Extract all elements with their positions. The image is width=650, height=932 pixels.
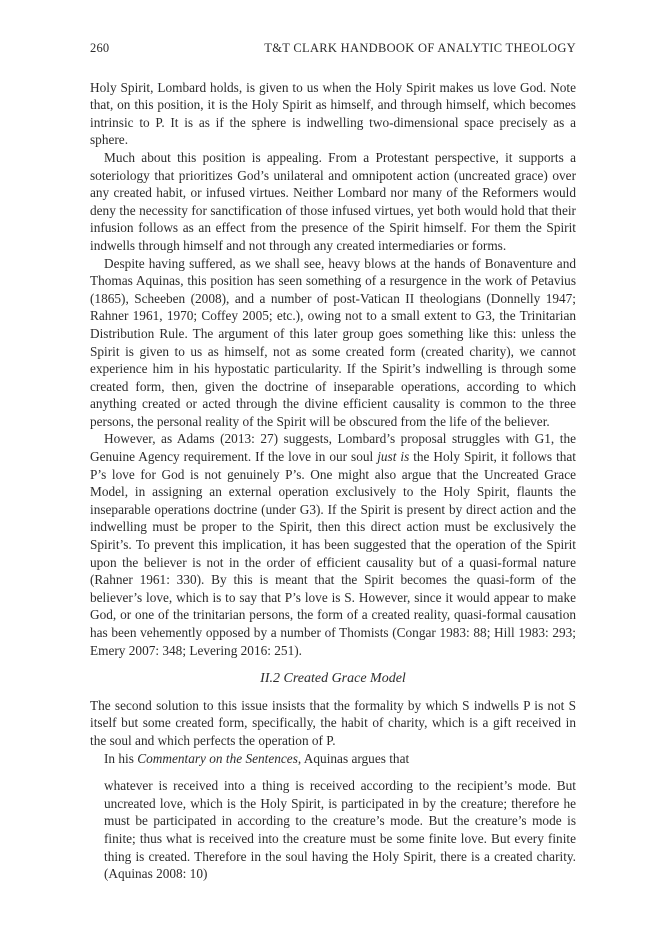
section-heading: II.2 Created Grace Model [260,671,406,687]
paragraph-3: Despite having suffered, as we shall see, heavy blows at the hands of Bonaventure and Thomas Aquinas, this position has seen something of a resurgence in the work of Petavius (1865), Scheeben (2008), and a number of post-Vatican II theologians (Donnelly 1947; Rahner 1961, 1970; Coffey 2005; etc.), owing not to a small extent to G3, the Trinitarian Distribution Rule. The argument of this later group goes something like this: unless the Spirit is given to us as himself, not as some created form (created charity), we cannot experience him in his hypostatic particularity. If the Spirit’s indwelling is through some created form, then, given the doctrine of inseparable operations, according to which anything created or acted through the divine efficient causality is common to the three persons, the personal reality of the Spirit will be obscured from the life of the believer. [90,255,576,429]
paragraph-2: Much about this position is appealing. From a Protestant perspective, it supports a soteriology that prioritizes God’s unilateral and omnipotent action (uncreated grace) over any created habit, or infused virtues. Neither Lombard nor many of the Reformers would deny the necessity for sanctification of those infused virtues, yet both would hold that their infusion follows as an effect from the presence of the Spirit himself. For them the Spirit indwells through himself and not through any created intermediaries or forms. [90,149,576,253]
book-page [90,40,576,883]
block-quote: whatever is received into a thing is received according to the recipient’s mode. But uncreated love, which is the Holy Spirit, is participated in by the creature; therefore he must be participated in according to the creature’s mode. But the creature’s mode is finite; thus what is received into the creature must be some finite love. But every finite thing is created. Therefore in the soul having the Holy Spirit, there is a created charity. (Aquinas 2008: 10) [104,778,576,882]
paragraph-4-part-b: the Holy Spirit, it follows that P’s love for God is not genuinely P’s. One might also argue that the Uncreated Grace Model, in assigning an external operation exclusively to the Holy Spirit, flaunts the inseparable operations doctrine (under G3). If the Spirit is present by direct action and the indwelling must be proper to the Spirit, then this direct action must be exclusively the Spirit’s. To prevent this implication, it has been suggested that the operation of the Spirit upon the believer is not in the order of efficient causality but of a quasi-formal nature (Rahner 1961: 330). By this is meant that the Spirit becomes the quasi-form of the believer’s love, which is to say that P’s love is S. However, since it would appear to make God, or one of the trinitarian persons, the form of a created reality, quasi-formal causation has been vehemently opposed by a number of Thomists (Congar 1983: 88; Hill 1983: 293; Emery 2007: 348; Levering 2016: 251). [90,449,577,658]
paragraph-4 [90,430,576,659]
paragraph-5: The second solution to this issue insists that the formality by which S indwells P is not S itself but some created form, specifically, the habit of charity, which is a gift received in the soul and which perfects the operation of P. [90,697,576,748]
paragraph-6 [90,750,576,768]
page-number: 260 [90,41,110,55]
paragraph-6-emphasis: Commentary on the Sentences [137,750,298,766]
running-head: T&T CLARK HANDBOOK OF ANALYTIC THEOLOGY [264,41,576,55]
paragraph-4-emphasis: just is [377,449,410,465]
paragraph-4-part-a: However, as Adams (2013: 27) suggests, Lombard’s proposal struggles with G1, the Genuine Agency requirement. If the love in our soul [90,431,576,465]
page-header [90,40,576,58]
paragraph-1: Holy Spirit, Lombard holds, is given to us when the Holy Spirit makes us love God. Note that, on this position, it is the Holy Spirit as himself, and through himself, which becomes intrinsic to P. It is as if the sphere is indwelling two-dimensional space precisely as a sphere. [90,79,576,148]
paragraph-6-part-a: In his [104,750,138,766]
paragraph-6-part-b: , Aquinas argues that [297,750,410,766]
